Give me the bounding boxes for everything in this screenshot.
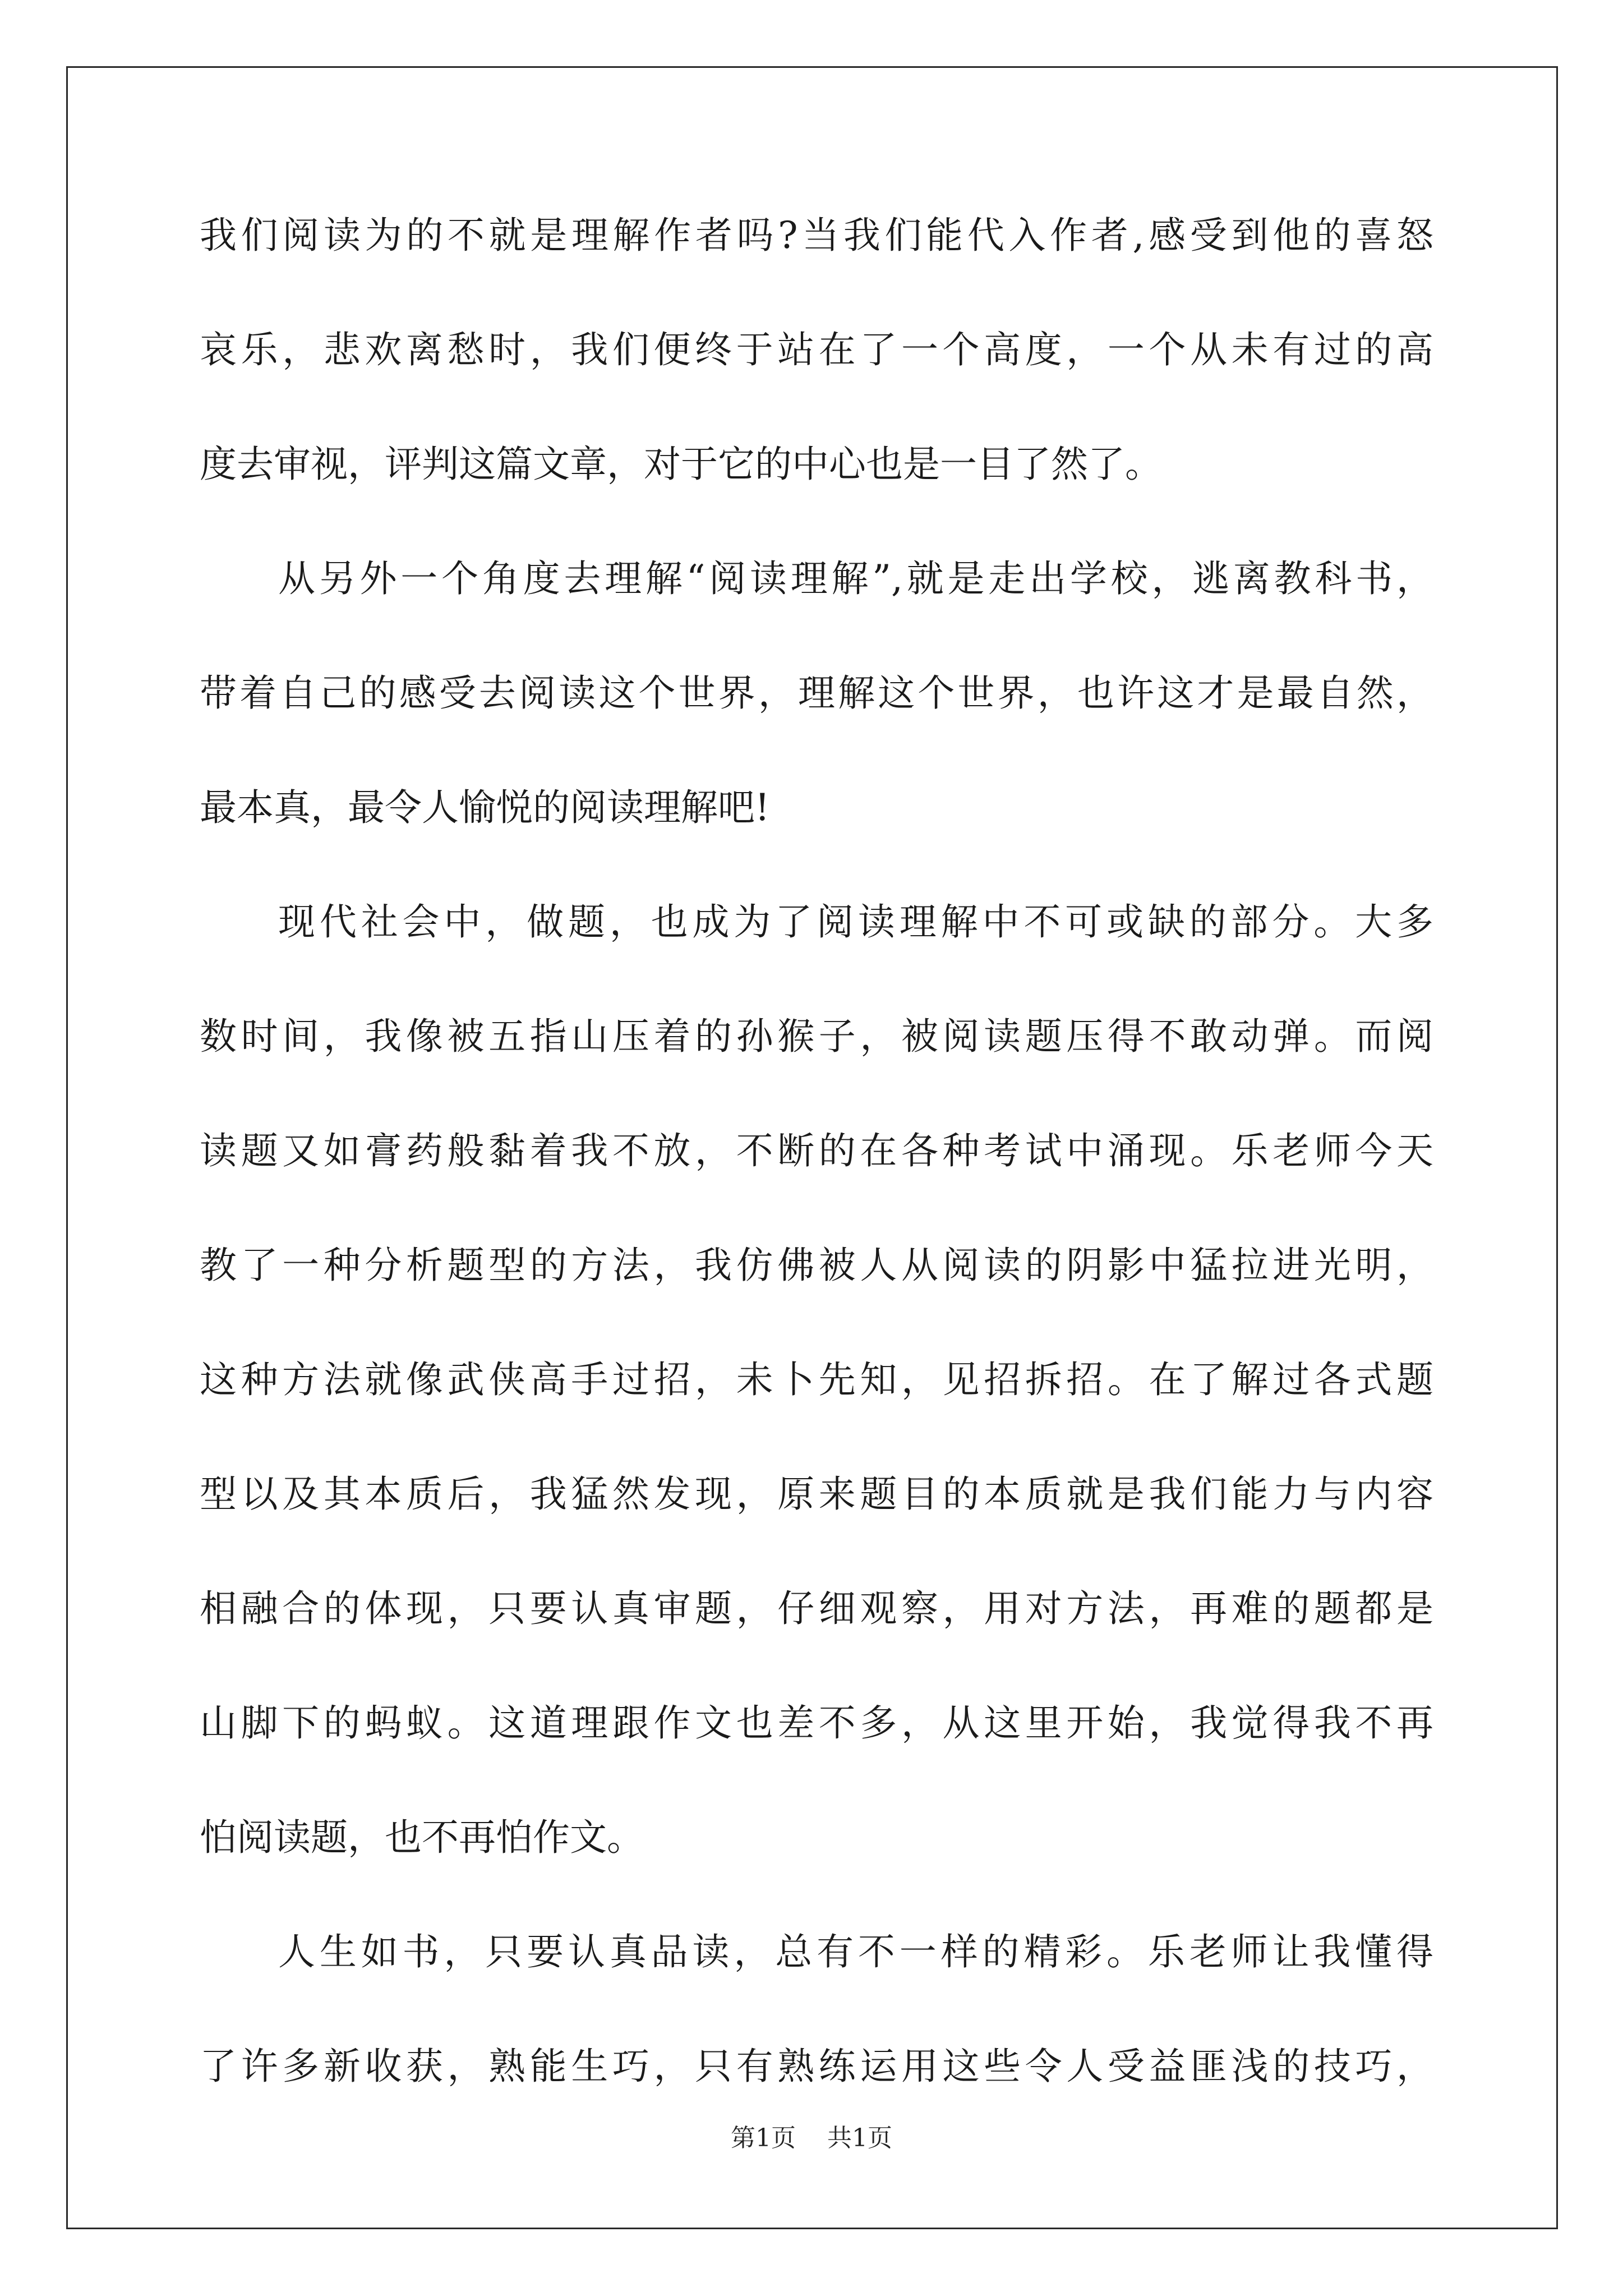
text-line: 读题又如膏药般黏着我不放，不断的在各种考试中涌现。乐老师今天 [200,1129,1433,1172]
text-line: 哀乐，悲欢离愁时，我们便终于站在了一个高度，一个从未有过的高 [200,328,1433,371]
text-line: 教了一种分析题型的方法，我仿佛被人从阅读的阴影中猛拉进光明， [200,1244,1433,1287]
text-line: 人生如书，只要认真品读，总有不一样的精彩。乐老师让我懂得 [278,1930,1433,1973]
page-total: 共1页 [827,2124,892,2152]
text-line: 度去审视，评判这篇文章，对于它的中心也是一目了然了。 [200,443,1162,486]
text-line: 型以及其本质后，我猛然发现，原来题目的本质就是我们能力与内容 [200,1473,1433,1516]
text-line: 怕阅读题，也不再怕作文。 [200,1816,644,1859]
text-line: 相融合的体现，只要认真审题，仔细观察，用对方法，再难的题都是 [200,1587,1433,1630]
page-number: 第1页 [731,2124,796,2152]
text-line: 现代社会中，做题，也成为了阅读理解中不可或缺的部分。大多 [278,900,1433,944]
text-line: 从另外一个角度去理解“阅读理解”,就是走出学校，逃离教科书， [278,557,1433,600]
text-line: 这种方法就像武侠高手过招，未卜先知，见招拆招。在了解过各式题 [200,1358,1433,1401]
text-line: 我们阅读为的不就是理解作者吗?当我们能代入作者,感受到他的喜怒 [200,214,1433,257]
text-line: 带着自己的感受去阅读这个世界，理解这个世界，也许这才是最自然， [200,671,1433,715]
text-line: 了许多新收获，熟能生巧，只有熟练运用这些令人受益匪浅的技巧， [200,2045,1433,2088]
page-footer [0,2123,1623,2154]
text-line: 山脚下的蚂蚁。这道理跟作文也差不多，从这里开始，我觉得我不再 [200,1701,1433,1745]
text-line: 数时间，我像被五指山压着的孙猴子，被阅读题压得不敢动弹。而阅 [200,1015,1433,1058]
text-line: 最本真，最令人愉悦的阅读理解吧! [200,786,770,829]
